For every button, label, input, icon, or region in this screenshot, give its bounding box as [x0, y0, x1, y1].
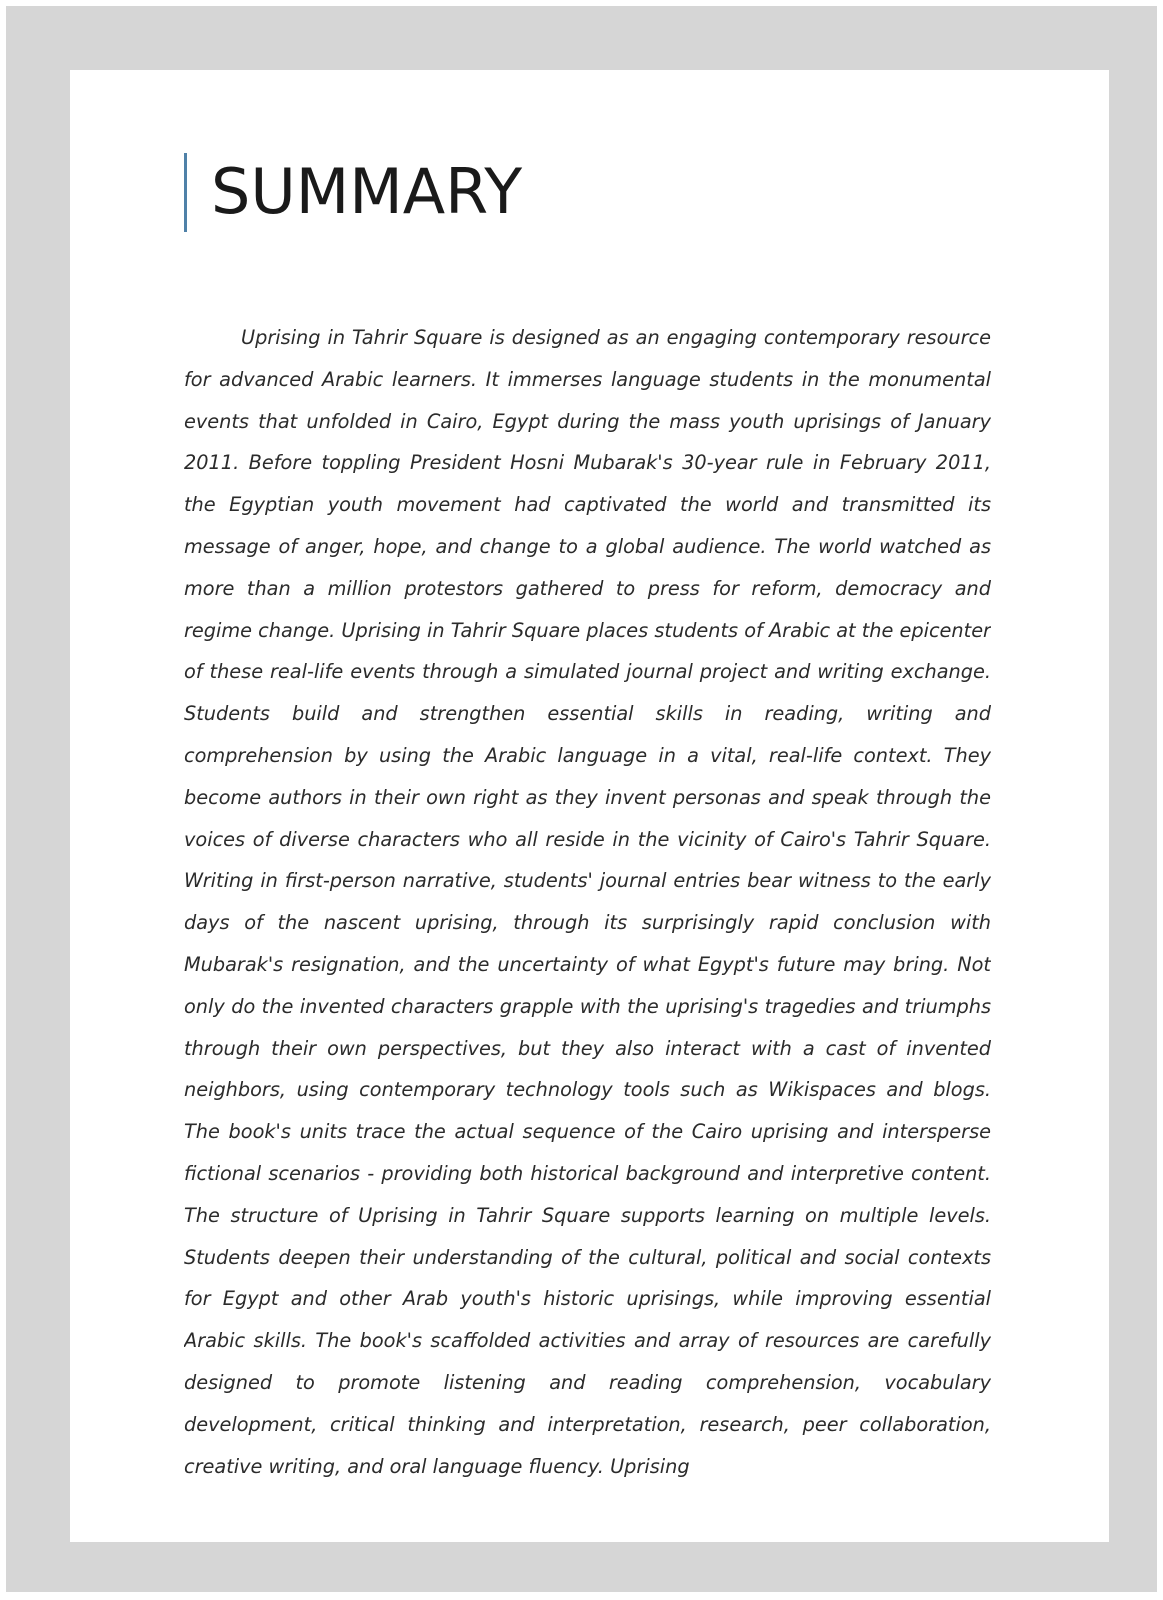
page-frame	[6, 6, 1157, 1592]
page-title: SUMMARY	[211, 155, 523, 228]
summary-paragraph: Uprising in Tahrir Square is designed as an engaging contemporary resource for advanced Arabic learners. It immerses language students in the monumental events that unfolded in Cairo, Egypt during the mass youth uprisings of January 2011. Before toppling President Hosni Mubarak's 30-year rule in February 2011, the Egyptian youth movement had captivated the world and transmitted its message of anger, hope, and change to a global audience. The world watched as more than a million protestors gathered to press for reform, democracy and regime change. Uprising in Tahrir Square places students of Arabic at the epicenter of these real-life events through a simulated journal project and writing exchange. Students build and strengthen essential skills in reading, writing and comprehension by using the Arabic language in a vital, real-life context. They become authors in their own right as they invent personas and speak through the voices of diverse characters who all reside in the vicinity of Cairo's Tahrir Square. Writing in first-person narrative, students' journal entries bear witness to the early days of the nascent uprising, through its surprisingly rapid conclusion with Mubarak's resignation, and the uncertainty of what Egypt's future may bring. Not only do the invented characters grapple with the uprising's tragedies and triumphs through their own perspectives, but they also interact with a cast of invented neighbors, using contemporary technology tools such as Wikispaces and blogs. The book's units trace the actual sequence of the Cairo uprising and intersperse fictional scenarios - providing both historical background and interpretive content. The structure of Uprising in Tahrir Square supports learning on multiple levels. Students deepen their understanding of the cultural, political and social contexts for Egypt and other Arab youth's historic uprisings, while improving essential Arabic skills. The book's scaffolded activities and array of resources are carefully designed to promote listening and reading comprehension, vocabulary development, critical thinking and interpretation, research, peer collaboration, creative writing, and oral language fluency. Uprising	[184, 326, 991, 1478]
document-page	[70, 70, 1109, 1542]
title-accent-bar	[184, 153, 187, 232]
